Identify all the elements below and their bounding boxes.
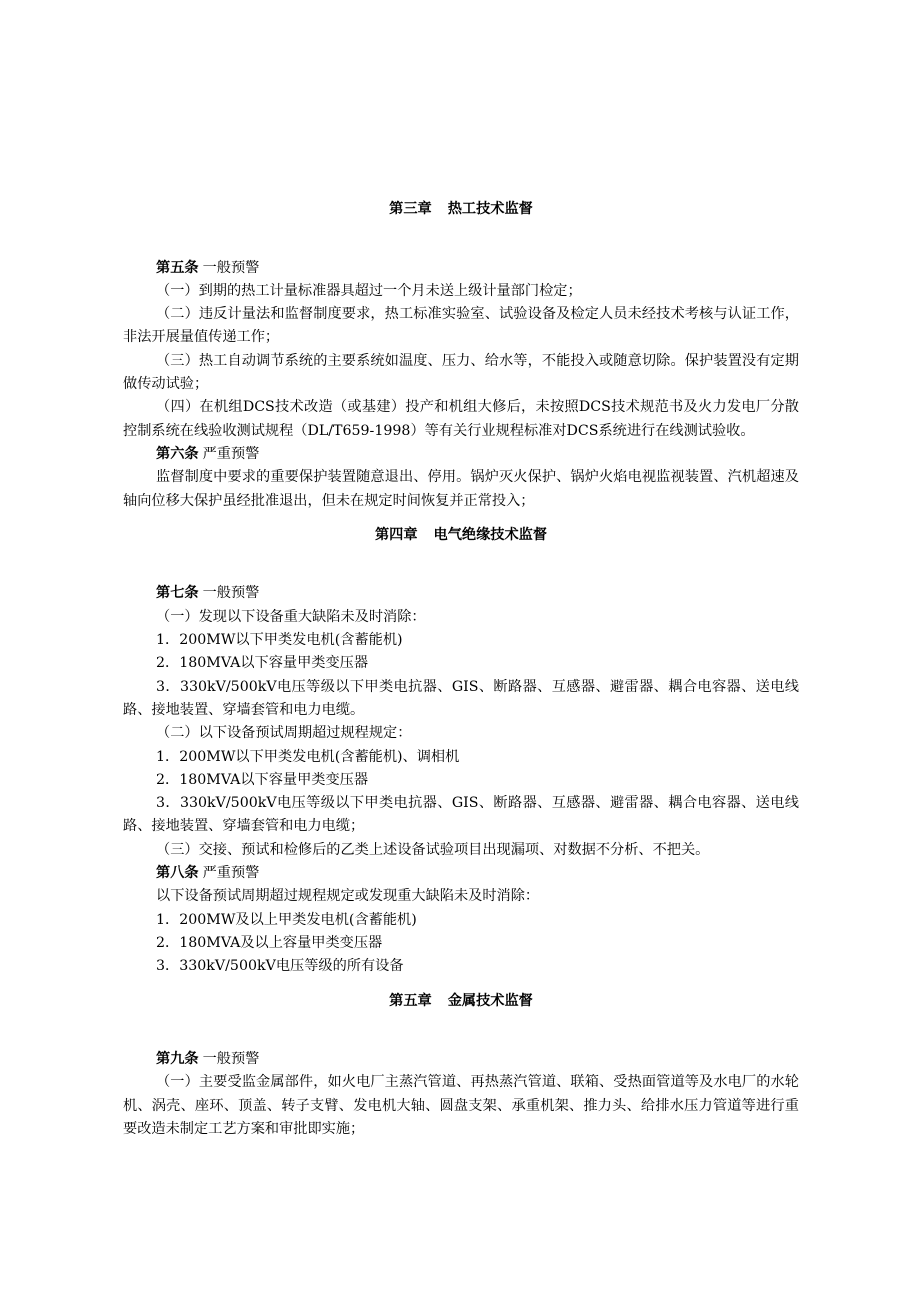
article-5-paragraph: （二）违反计量法和监督制度要求，热工标准实验室、试验设备及检定人员未经技术考核与认证工作，非法开展量值传递工作； (123, 306, 799, 346)
article-9-number: 第九条 (156, 1051, 199, 1068)
article-5-heading (123, 257, 799, 280)
article-5-paragraph: （三）热工自动调节系统的主要系统如温度、压力、给水等，不能投入或随意切除。保护装置没有定期做传动试验； (123, 352, 799, 393)
spacer (123, 547, 799, 570)
article-8-level: 严重预警 (202, 865, 260, 882)
article-7-paragraph: 2．180MVA以下容量甲类变压器 (156, 655, 369, 672)
article-6-level: 严重预警 (202, 445, 260, 462)
chapter-3-name: 热工技术监督 (447, 201, 533, 217)
article-7-paragraph: （三）交接、预试和检修后的乙类上述设备试验项目出现漏项、对数据不分析、不把关。 (156, 841, 710, 858)
article-7-paragraph: （二）以下设备预试周期超过规程规定： (156, 725, 412, 742)
article-7-level: 一般预警 (202, 585, 260, 602)
article-7-paragraph: 1．200MW以下甲类发电机(含蓄能机) (156, 632, 403, 649)
article-5-paragraph: （一）到期的热工计量标准器具超过一个月未送上级计量部门检定； (156, 282, 582, 299)
chapter-4-title (123, 524, 799, 547)
chapter-5-name: 金属技术监督 (447, 992, 533, 1009)
article-5-level: 一般预警 (202, 259, 260, 276)
article-8-paragraph: 1．200MW及以上甲类发电机(含蓄能机) (156, 911, 417, 928)
article-7-number: 第七条 (156, 585, 199, 602)
article-8-paragraph: 以下设备预试周期超过规程规定或发现重大缺陷未及时消除： (156, 888, 540, 905)
article-7-heading (123, 582, 799, 605)
article-8-paragraph: 2．180MVA及以上容量甲类变压器 (156, 934, 383, 951)
article-6-number: 第六条 (156, 445, 199, 462)
article-6-heading (123, 443, 799, 466)
article-8-number: 第八条 (156, 865, 199, 882)
chapter-3-title (123, 198, 799, 221)
article-7-paragraph: 1．200MW以下甲类发电机(含蓄能机)、调相机 (156, 748, 460, 765)
chapter-5-number: 第五章 (389, 992, 432, 1009)
article-5-number: 第五条 (156, 259, 199, 276)
article-9-paragraph: （一）主要受监金属部件，如火电厂主蒸汽管道、再热蒸汽管道、联箱、受热面管道等及水电厂的水轮机、涡壳、座环、顶盖、转子支臂、发电机大轴、圆盘支架、承重机架、推力头、给排水压力管道等进行重要改造未制定工艺方案和审批即实施； (123, 1074, 799, 1137)
article-6-paragraph: 监督制度中要求的重要保护装置随意退出、停用。锅炉灭火保护、锅炉火焰电视监视装置、汽机超速及轴向位移大保护虽经批准退出，但未在规定时间恢复并正常投入； (123, 469, 799, 509)
document-body (123, 198, 799, 1141)
article-5-paragraph: （四）在机组DCS技术改造（或基建）投产和机组大修后，未按照DCS技术规范书及火力发电厂分散控制系统在线验收测试规程（DL/T659-1998）等有关行业规程标准对DCS系统进行在线测试验收。 (123, 399, 799, 439)
chapter-4-number: 第四章 (374, 526, 418, 543)
article-7-paragraph: 3．330kV/500kV电压等级以下甲类电抗器、GIS、断路器、互感器、避雷器、耦合电容器、送电线路、接地装置、穿墙套管和电力电缆。 (123, 678, 799, 718)
chapter-4-name: 电气绝缘技术监督 (433, 526, 548, 543)
article-8-paragraph: 3．330kV/500kV电压等级的所有设备 (156, 958, 404, 975)
chapter-5-title (123, 990, 799, 1013)
spacer (123, 1013, 799, 1036)
spacer (123, 221, 799, 244)
article-7-paragraph: 2．180MVA以下容量甲类变压器 (156, 771, 369, 788)
chapter-3-number: 第三章 (389, 201, 432, 217)
article-7-paragraph: 3．330kV/500kV电压等级以下甲类电抗器、GIS、断路器、互感器、避雷器、耦合电容器、送电线路、接地装置、穿墙套管和电力电缆； (123, 795, 799, 835)
article-8-heading (123, 862, 799, 885)
article-7-paragraph: （一）发现以下设备重大缺陷未及时消除： (156, 608, 426, 625)
article-9-level: 一般预警 (202, 1051, 260, 1068)
article-9-heading (123, 1048, 799, 1071)
